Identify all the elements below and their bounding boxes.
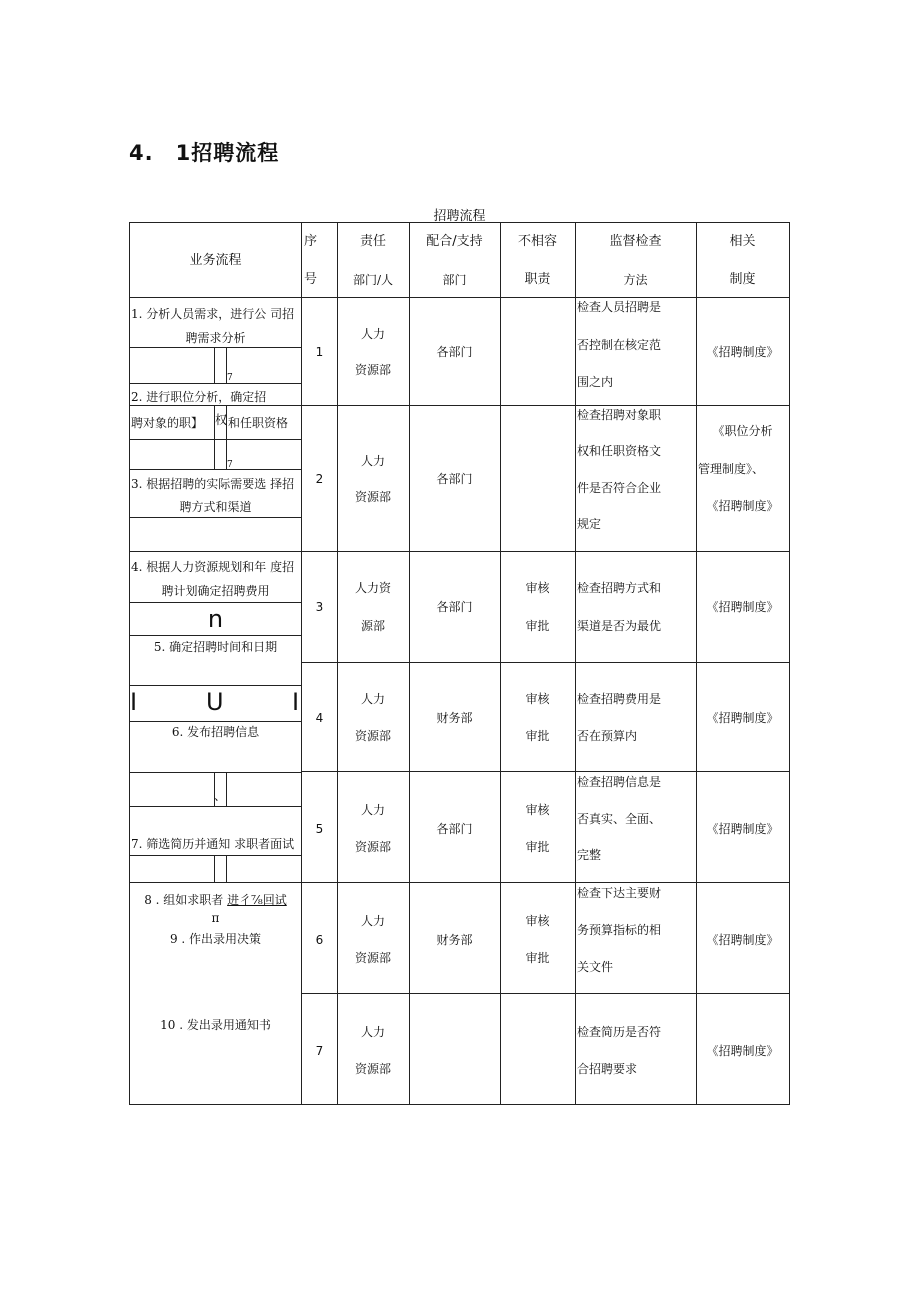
- row-5-coop: 各部门: [436, 822, 473, 836]
- row-6-rel-1: 《招聘制度》: [706, 933, 779, 947]
- row-2-no: 2: [315, 472, 324, 486]
- flow-box-line: [130, 439, 301, 440]
- flow-step-6: 6. 发布招聘信息: [171, 725, 260, 739]
- row-3-check-2: 渠道是否为最优: [577, 619, 662, 633]
- flow-glyph-i2: I: [292, 688, 300, 716]
- row-6-incomp-2: 审批: [525, 951, 550, 965]
- row-5-no: 5: [315, 822, 324, 836]
- header-check-1: 监督检查: [609, 234, 662, 249]
- flow-step-1b: 聘需求分析: [185, 331, 246, 345]
- flow-step-10: 10 . 发出录用通知书: [160, 1018, 271, 1032]
- row-5-rel-1: 《招聘制度》: [706, 822, 779, 836]
- flow-box-line: [130, 772, 301, 773]
- row-line: [301, 993, 789, 994]
- flow-box-line: [130, 721, 301, 722]
- header-incomp-2: 职责: [524, 272, 551, 287]
- row-line: [130, 297, 789, 298]
- row-1-resp-1: 人力: [360, 327, 385, 341]
- flow-step-9: 9 . 作出录用决策: [169, 932, 262, 946]
- row-3-resp-1: 人力资: [354, 581, 391, 595]
- row-2-resp-1: 人力: [360, 454, 385, 468]
- row-4-resp-1: 人力: [360, 692, 385, 706]
- flow-box-line: [130, 602, 301, 603]
- header-incomp-1: 不相容: [517, 234, 557, 249]
- row-6-coop: 财务部: [436, 933, 473, 947]
- row-1-coop: 各部门: [436, 345, 473, 359]
- row-4-incomp-2: 审批: [525, 729, 550, 743]
- table-caption: 招聘流程: [433, 209, 486, 224]
- flow-box-line: [130, 635, 301, 636]
- row-1-check-1: 检查人员招聘是: [577, 300, 662, 314]
- row-7-resp-2: 资源部: [354, 1062, 391, 1076]
- row-2-coop: 各部门: [436, 472, 473, 486]
- row-2-rel-1: 《职位分析: [712, 424, 773, 438]
- row-5-incomp-1: 审核: [525, 803, 550, 817]
- flow-step-1a: 1. 分析人员需求，进行公 司招: [131, 307, 295, 321]
- row-6-check-2: 务预算指标的相: [577, 923, 662, 937]
- row-line: [130, 405, 789, 406]
- row-4-resp-2: 资源部: [354, 729, 391, 743]
- flow-connector: [214, 347, 215, 383]
- col-line-seq: [337, 223, 338, 1104]
- flow-glyph-u: U: [206, 688, 224, 716]
- col-line-incomp: [575, 223, 576, 1104]
- row-2-check-3: 件是否符合企业: [577, 481, 662, 495]
- row-3-check-1: 检查招聘方式和: [577, 581, 662, 595]
- flow-glyph-pi: π: [211, 911, 220, 925]
- row-line: [301, 771, 789, 772]
- header-resp-1: 责任: [359, 234, 386, 249]
- flow-step-2b-mid: 权: [215, 413, 228, 427]
- header-flow: 业务流程: [189, 253, 242, 268]
- flow-box-line: [130, 685, 301, 686]
- header-seq-2: 号: [304, 272, 318, 287]
- flow-connector: [226, 772, 227, 806]
- flow-step-4b: 聘计划确定招聘费用: [161, 584, 270, 598]
- row-6-no: 6: [315, 933, 324, 947]
- row-4-rel-1: 《招聘制度》: [706, 711, 779, 725]
- row-6-resp-2: 资源部: [354, 951, 391, 965]
- flow-box-line: [130, 806, 301, 807]
- row-2-check-4: 规定: [577, 517, 602, 531]
- recruitment-table: [129, 222, 790, 1105]
- row-5-resp-2: 资源部: [354, 840, 391, 854]
- flow-mark-7b: 7: [227, 460, 233, 470]
- row-2-check-2: 权和任职资格文: [577, 444, 662, 458]
- row-line: [130, 551, 789, 552]
- flow-glyph-n: n: [207, 605, 224, 633]
- flow-step-3a: 3. 根据招聘的实际需要选 择招: [131, 477, 295, 491]
- header-check-2: 方法: [623, 273, 648, 287]
- row-1-resp-2: 资源部: [354, 363, 391, 377]
- row-4-coop: 财务部: [436, 711, 473, 725]
- row-7-no: 7: [315, 1044, 324, 1058]
- row-3-rel-1: 《招聘制度》: [706, 600, 779, 614]
- flow-step-3b: 聘方式和渠道: [179, 500, 252, 514]
- flow-comma: 、: [214, 789, 227, 803]
- flow-mark-7a: 7: [227, 373, 233, 383]
- row-5-check-1: 检查招聘信息是: [577, 775, 662, 789]
- flow-box-line: [130, 517, 301, 518]
- row-3-resp-2: 源部: [360, 619, 385, 633]
- row-4-check-1: 检查招聘费用是: [577, 692, 662, 706]
- row-7-check-2: 合招聘要求: [577, 1062, 638, 1076]
- row-7-resp-1: 人力: [360, 1025, 385, 1039]
- flow-step-2a: 2. 进行职位分析，确定招: [131, 390, 267, 404]
- row-4-no: 4: [315, 711, 324, 725]
- flow-connector: [214, 439, 215, 469]
- col-line-coop: [500, 223, 501, 1104]
- flow-connector: [214, 855, 215, 882]
- flow-glyph-i1: I: [130, 688, 138, 716]
- row-6-incomp-1: 审核: [525, 914, 550, 928]
- flow-connector: [226, 855, 227, 882]
- row-4-incomp-1: 审核: [525, 692, 550, 706]
- flow-step-2b-right: 和任职资格: [228, 416, 289, 430]
- header-seq-1: 序: [304, 234, 318, 249]
- row-5-incomp-2: 审批: [525, 840, 550, 854]
- row-3-incomp-1: 审核: [525, 581, 550, 595]
- row-3-incomp-2: 审批: [525, 619, 550, 633]
- header-resp-2: 部门/人: [352, 273, 394, 287]
- row-5-check-3: 完整: [577, 848, 602, 862]
- header-coop-2: 部门: [442, 273, 467, 287]
- flow-step-4a: 4. 根据人力资源规划和年 度招: [131, 560, 295, 574]
- header-rel-2: 制度: [729, 272, 756, 287]
- row-2-check-1: 检查招聘对象职: [577, 408, 662, 422]
- row-1-check-2: 否控制在核定范: [577, 338, 662, 352]
- row-1-rel-1: 《招聘制度》: [706, 345, 779, 359]
- flow-step-7: 7. 筛选简历并通知 求职者面试: [131, 837, 295, 851]
- row-3-no: 3: [315, 600, 324, 614]
- row-5-check-2: 否真实、全面、: [577, 812, 662, 826]
- row-6-check-1: 检查下达主要财: [577, 886, 662, 900]
- row-line: [301, 662, 789, 663]
- header-coop-1: 配合/支持: [426, 234, 483, 249]
- flow-step-8-pre: 8 . 组如求职者: [144, 893, 228, 907]
- flow-step-2b-left: 聘对象的职】: [131, 416, 204, 430]
- row-2-resp-2: 资源部: [354, 490, 391, 504]
- row-5-resp-1: 人力: [360, 803, 385, 817]
- row-line: [130, 882, 789, 883]
- row-1-check-3: 围之内: [577, 375, 614, 389]
- row-6-check-3: 关文件: [577, 960, 614, 974]
- row-1-no: 1: [315, 345, 324, 359]
- flow-box-line: [130, 383, 301, 384]
- flow-box-line: [130, 855, 301, 856]
- flow-box-line: [130, 469, 301, 470]
- row-2-rel-2: 管理制度》、: [698, 462, 765, 476]
- row-6-resp-1: 人力: [360, 914, 385, 928]
- row-2-rel-3: 《招聘制度》: [706, 499, 779, 513]
- section-heading: 4. 1招聘流程: [129, 141, 280, 165]
- flow-step-8-underlined: 进彳⅞回试: [227, 893, 287, 907]
- flow-step-5: 5. 确定招聘时间和日期: [153, 640, 278, 654]
- row-4-check-2: 否在预算内: [577, 729, 638, 743]
- row-3-coop: 各部门: [436, 600, 473, 614]
- row-7-rel-1: 《招聘制度》: [706, 1044, 779, 1058]
- header-rel-1: 相关: [729, 234, 756, 249]
- row-7-check-1: 检查简历是否符: [577, 1025, 662, 1039]
- flow-step-8: [130, 893, 301, 907]
- flow-box-line: [130, 347, 301, 348]
